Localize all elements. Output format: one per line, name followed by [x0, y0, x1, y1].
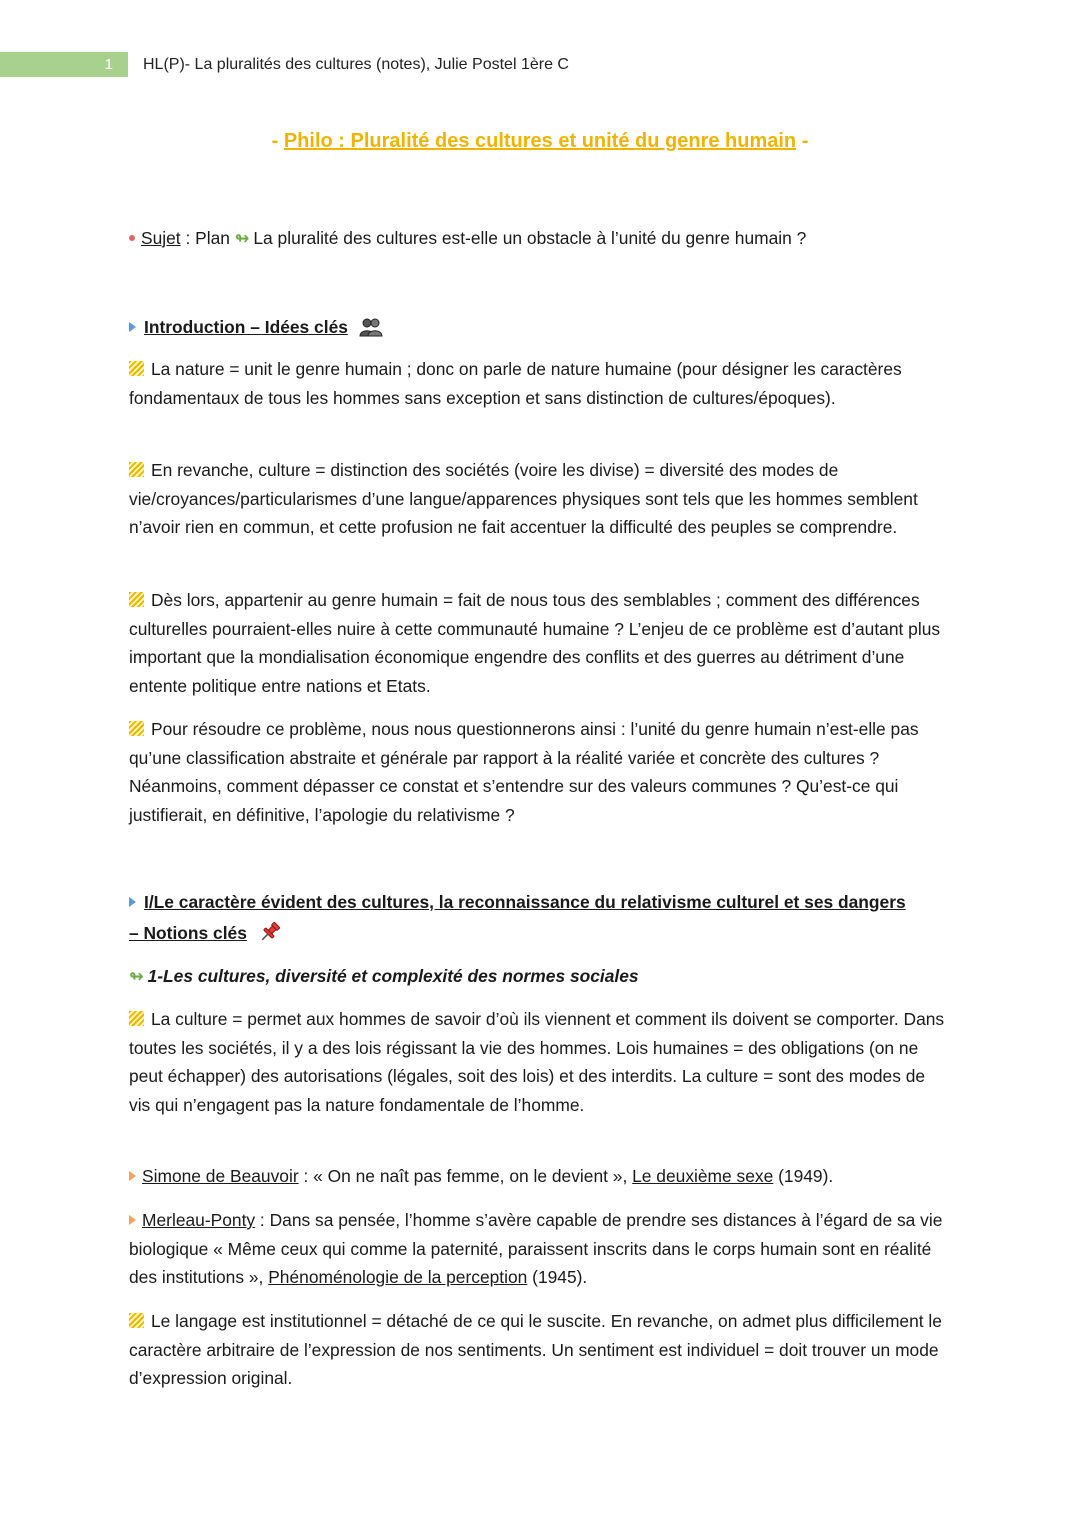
hatched-square-icon [129, 361, 144, 376]
document-title: - Philo : Pluralité des cultures et unité du genre humain - [271, 130, 809, 152]
bullet-dot-icon [129, 235, 135, 241]
pushpin-icon [258, 920, 282, 954]
header-title: HL(P)- La pluralités des cultures (notes), Julie Postel 1ère C [143, 56, 569, 73]
part1-paragraph-1: La culture = permet aux hommes de savoir d’où ils viennent et comment ils doivent se comporter. Dans toutes les sociétés, il y a des lois régissant la vie des hommes. Lois humaines = des obligations (on ne peut échapper) des autorisations (légales, soit des lois) et des interdits. La culture = sont des modes de vis qui n’engagent pas la nature fondamentale de l’homme. [129, 1009, 945, 1116]
intro-paragraph-3: Dès lors, appartenir au genre humain = fait de nous tous des semblables ; comment des différences culturelles pourraient-elles nuire à cette communauté humaine ? L’enjeu de ce problème est d’autant plus important que la mondialisation économique engendre des conflits et des guerres au détriment d’une entente politique entre nations et Etats. [129, 590, 941, 697]
intro-paragraph-2: En revanche, culture = distinction des sociétés (voire les divise) = diversité des modes de vie/croyances/particularismes d’une langue/apparences physiques sont tels que les hommes semblent n’avoir rien en commun, et cette profusion ne fait accentuer la difficulté des peuples se comprendre. [129, 460, 918, 538]
triangle-bullet-icon [129, 1171, 136, 1181]
hatched-square-icon [129, 1313, 144, 1328]
sujet-line: Sujet : Plan ↬ La pluralité des cultures est-elle un obstacle à l’unité du genre humain ? [129, 224, 951, 253]
part1-paragraph-2: Le langage est institutionnel = détaché de ce qui le suscite. En revanche, on admet plus difficilement le caractère arbitraire de l’expression de nos sentiments. Un sentiment est individuel = doit trouver un mode d’expression original. [129, 1311, 942, 1389]
intro-paragraph-1: La nature = unit le genre humain ; donc on parle de nature humaine (pour désigner les caractères fondamentaux de tous les hommes sans exception et sans distinction de cultures/époques). [129, 359, 902, 408]
hatched-square-icon [129, 462, 144, 477]
hatched-square-icon [129, 721, 144, 736]
arrow-right-icon: ↬ [129, 966, 144, 986]
people-icon [359, 317, 383, 346]
intro-heading: Introduction – Idées clés [129, 313, 951, 346]
intro-paragraph-4: Pour résoudre ce problème, nous nous questionnerons ainsi : l’unité du genre humain n’est-elle pas qu’une classification abstraite et générale par rapport à la réalité variée et concrète des cultures ? Néanmoins, comment dépasser ce constat et s’entendre sur des valeurs communes ? Qu’est-ce qui justifierait, en définitive, l’apologie du relativisme ? [129, 719, 919, 826]
triangle-bullet-icon [129, 1215, 136, 1225]
title-main: Philo : Pluralité des cultures et unité du genre humain [283, 130, 797, 152]
sujet-label: Sujet [141, 228, 181, 248]
merleau-ponty-quote: Merleau-Ponty : Dans sa pensée, l’homme s’avère capable de prendre ses distances à l’égard de sa vie biologique « Même ceux qui comme la paternité, paraissent inscrits dans le corps humain sont en réalité des institutions », Phénoménologie de la perception (1945). [129, 1210, 943, 1288]
triangle-bullet-icon [129, 322, 136, 332]
page-header [0, 52, 1080, 77]
beauvoir-quote: Simone de Beauvoir : « On ne naît pas femme, on le devient », Le deuxième sexe (1949). [129, 1162, 951, 1191]
triangle-bullet-icon [129, 897, 136, 907]
hatched-square-icon [129, 592, 144, 607]
page-number: 1 [0, 52, 128, 77]
sujet-question: La pluralité des cultures est-elle un obstacle à l’unité du genre humain ? [253, 228, 807, 248]
arrow-right-icon: ↬ [234, 228, 250, 248]
part1-heading: I/Le caractère évident des cultures, la reconnaissance du relativisme culturel et ses dangers – Notions clés [129, 887, 919, 954]
hatched-square-icon [129, 1011, 144, 1026]
part1-subheading: ↬ 1-Les cultures, diversité et complexité des normes sociales [129, 966, 639, 986]
